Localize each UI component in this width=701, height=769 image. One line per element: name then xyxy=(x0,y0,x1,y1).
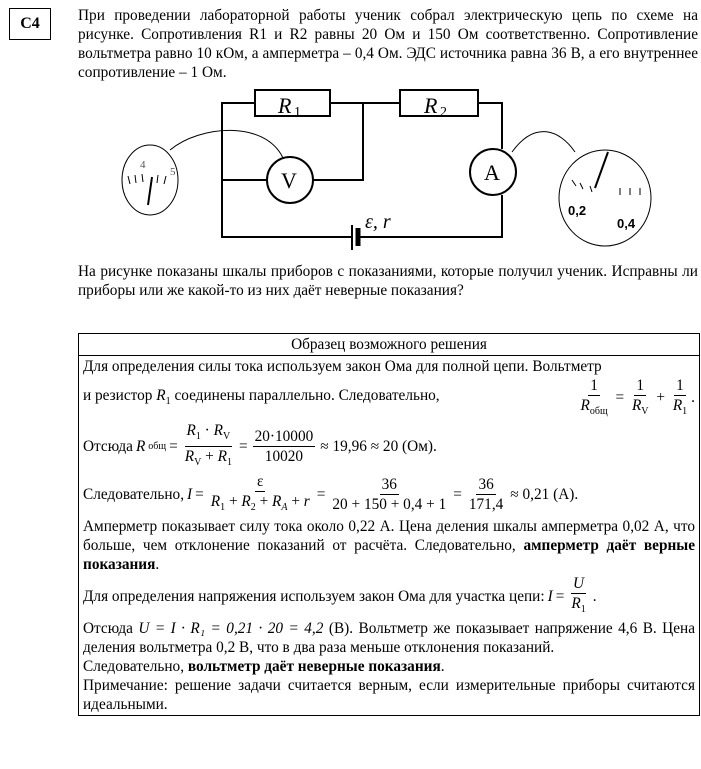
ammeter-label: A xyxy=(484,160,500,185)
voltmeter-label: V xyxy=(281,168,297,193)
circuit-diagram xyxy=(0,80,701,250)
resistor-r1 xyxy=(255,90,330,116)
resistor-r2 xyxy=(400,90,478,116)
svg-text:2: 2 xyxy=(440,105,447,120)
solution-header: Образец возможного решения xyxy=(79,334,700,356)
task-number: С4 xyxy=(9,8,51,40)
r2-label: R xyxy=(424,93,438,118)
svg-text:4: 4 xyxy=(140,159,146,171)
problem-text: При проведении лабораторной работы ученик собрал электрическую цепь по схеме на рисунке. Сопротивления R1 и R2 равны 20 Ом и 150 Ом соответственно. Сопротивление вольтметра равно 10 кОм, а амперметра – 0,4 Ом. ЭДС источника равна 36 В, а его внутреннее сопротивление – 1 Ом. xyxy=(78,7,698,81)
svg-text:1: 1 xyxy=(294,105,301,120)
source-label: ε, r xyxy=(365,211,391,233)
svg-text:0,2: 0,2 xyxy=(568,203,587,218)
ammeter-dial xyxy=(559,150,651,246)
voltmeter-dial xyxy=(122,145,178,215)
solution-table xyxy=(78,333,700,716)
solution-body: Для определения силы тока используем закон Ома для полной цепи. Вольтметр и резистор $R_1$ соединены параллельно. Следовательно, 1 $R_{общ}$ = $\frac{1}{R_V}$ + $\frac{1}{R_1}$ . Отсюда R общ = $R_1 \cdot R_V$ $R_V + R_1$ = $\frac{20\cdot 10000}{10020}$ ≈ 19,96 ≈ 20 (Ом). Следовательно, I = ε $R_1 + R_2 + R_A + r$ = 36 20 + 150 + 0,4 + 1 = $\frac{36}{171,4}$ ≈ 0,21 (А). Амперметр показывает силу тока около 0,22 А. Цена деления шкалы амперметра 0,02 А, что больше, чем отклонение показаний от расчёта. Следовательно, амперметр даёт верные показания. Для определения напряжения используем закон Ома для участка цепи: I = U $R_1$ . Отсюда U = I · R₁ = 0,21 · 20 = 4,2 (В). Вольтметр же показывает напряжение 4,6 В. Цена деления вольтметра 0,2 В, что в два раза меньше отклонения показаний. Следовательно, вольтметр даёт неверные показания. Примечание: решение задачи считается верным, если измерительные приборы считаются идеальными. xyxy=(79,356,700,716)
svg-text:5: 5 xyxy=(170,166,176,178)
svg-text:0,4: 0,4 xyxy=(617,216,636,231)
r1-label: R xyxy=(278,93,292,118)
question-text: На рисунке показаны шкалы приборов с показаниями, которые получил ученик. Исправны ли приборы или же какой-то из них даёт неверные показания? xyxy=(78,263,698,299)
